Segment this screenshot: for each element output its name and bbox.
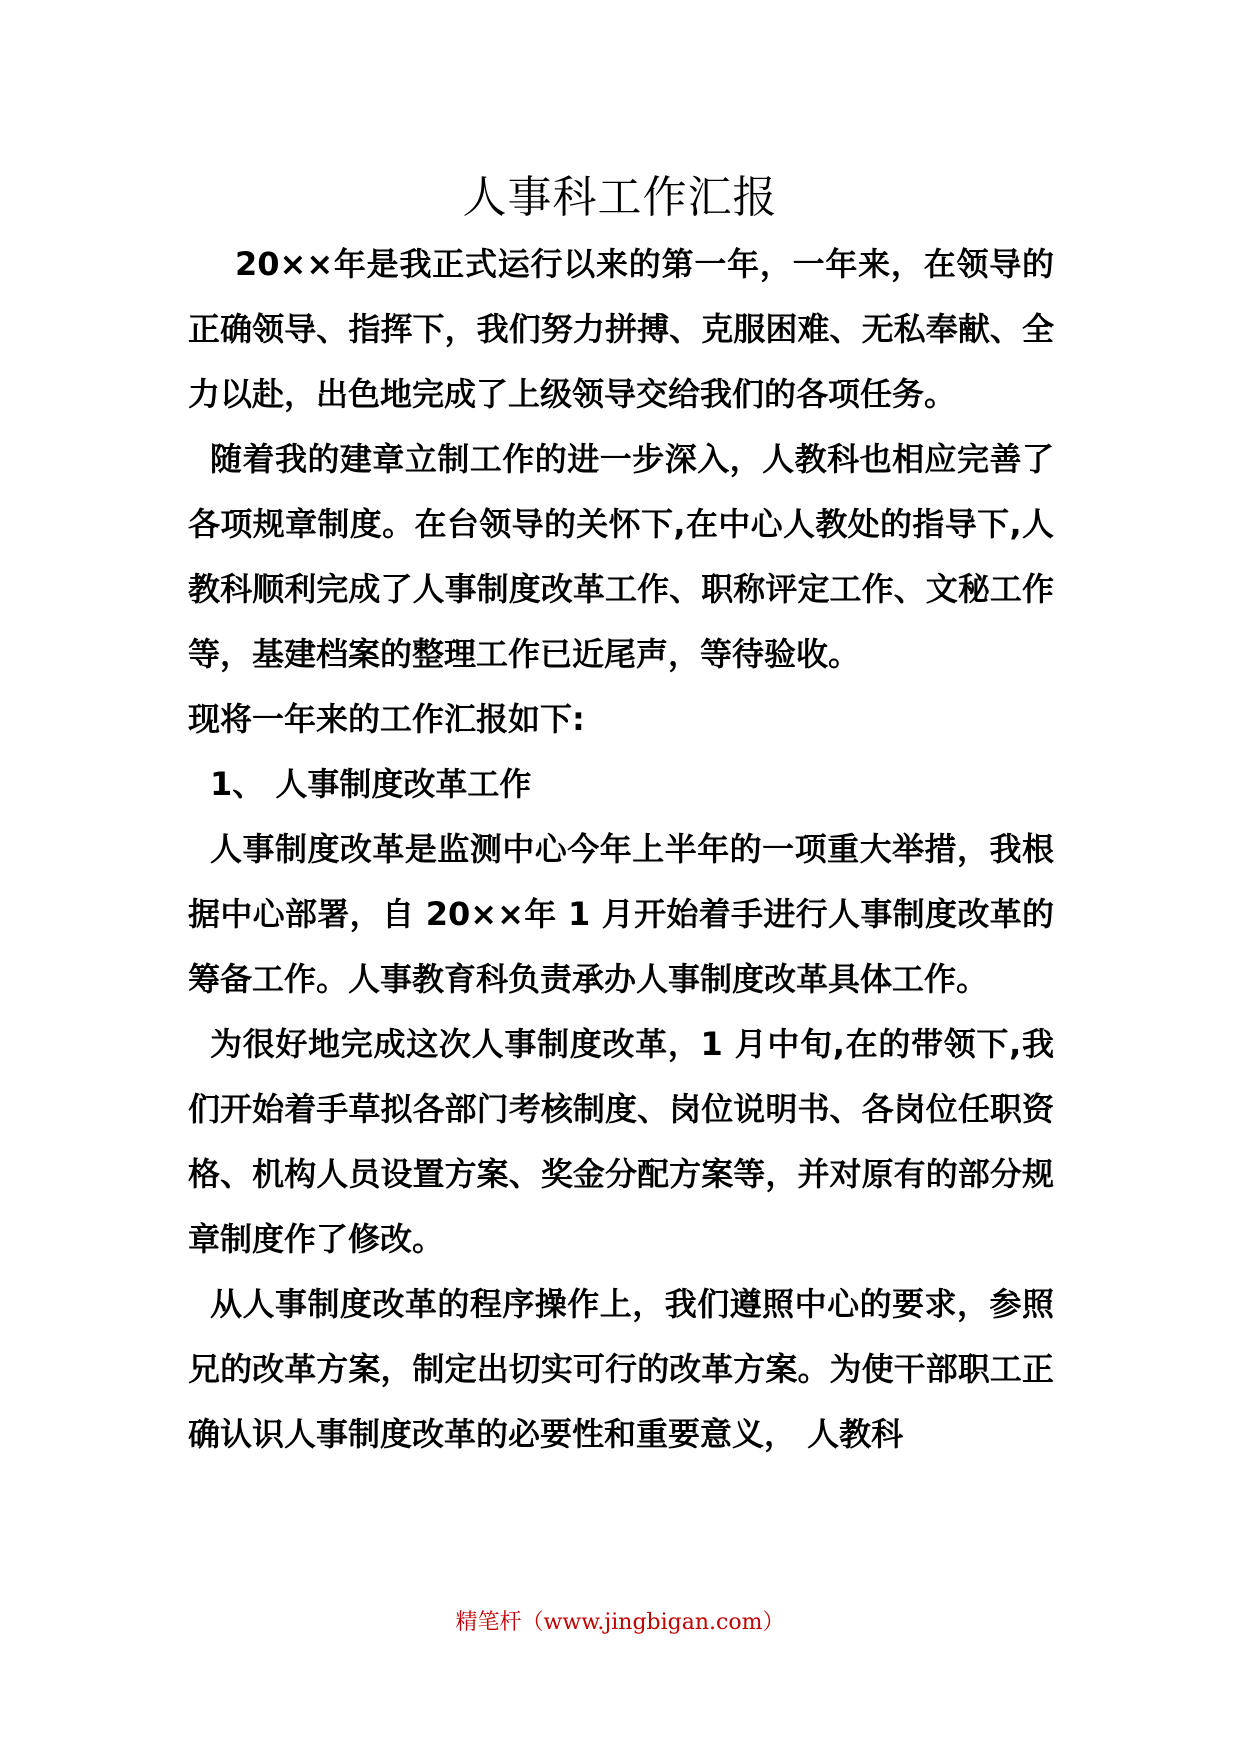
document-body xyxy=(188,232,1054,1467)
section-heading-1: 1、 人事制度改革工作 xyxy=(210,765,532,803)
paragraph-regulations: 随着我的建章立制工作的进一步深入，人教科也相应完善了各项规章制度。在台领导的关怀下,在中心人教处的指导下,人教科顺利完成了人事制度改革工作、职称评定工作、文秘工作等，基建档案的整理工作已近尾声，等待验收。 xyxy=(188,440,1054,673)
paragraph-reform-overview: 人事制度改革是监测中心今年上半年的一项重大举措，我根据中心部署，自 20××年 1 月开始着手进行人事制度改革的筹备工作。人事教育科负责承办人事制度改革具体工作。 xyxy=(188,830,1054,998)
paragraph-report-lead: 现将一年来的工作汇报如下: xyxy=(188,700,585,738)
paragraph-intro: 20××年是我正式运行以来的第一年，一年来，在领导的正确领导、指挥下，我们努力拼搏、克服困难、无私奉献、全力以赴，出色地完成了上级领导交给我们的各项任务。 xyxy=(188,245,1054,413)
footer-watermark: 精笔杆（www.jingbigan.com） xyxy=(455,1610,785,1635)
paragraph-reform-procedure: 从人事制度改革的程序操作上，我们遵照中心的要求，参照兄的改革方案，制定出切实可行的改革方案。为使干部职工正确认识人事制度改革的必要性和重要意义， 人教科 xyxy=(188,1285,1054,1453)
document-title: 人事科工作汇报 xyxy=(462,172,778,223)
paragraph-reform-drafting: 为很好地完成这次人事制度改革，1 月中旬,在的带领下,我们开始着手草拟各部门考核制度、岗位说明书、各岗位任职资格、机构人员设置方案、奖金分配方案等，并对原有的部分规章制度作了修改。 xyxy=(188,1025,1054,1258)
